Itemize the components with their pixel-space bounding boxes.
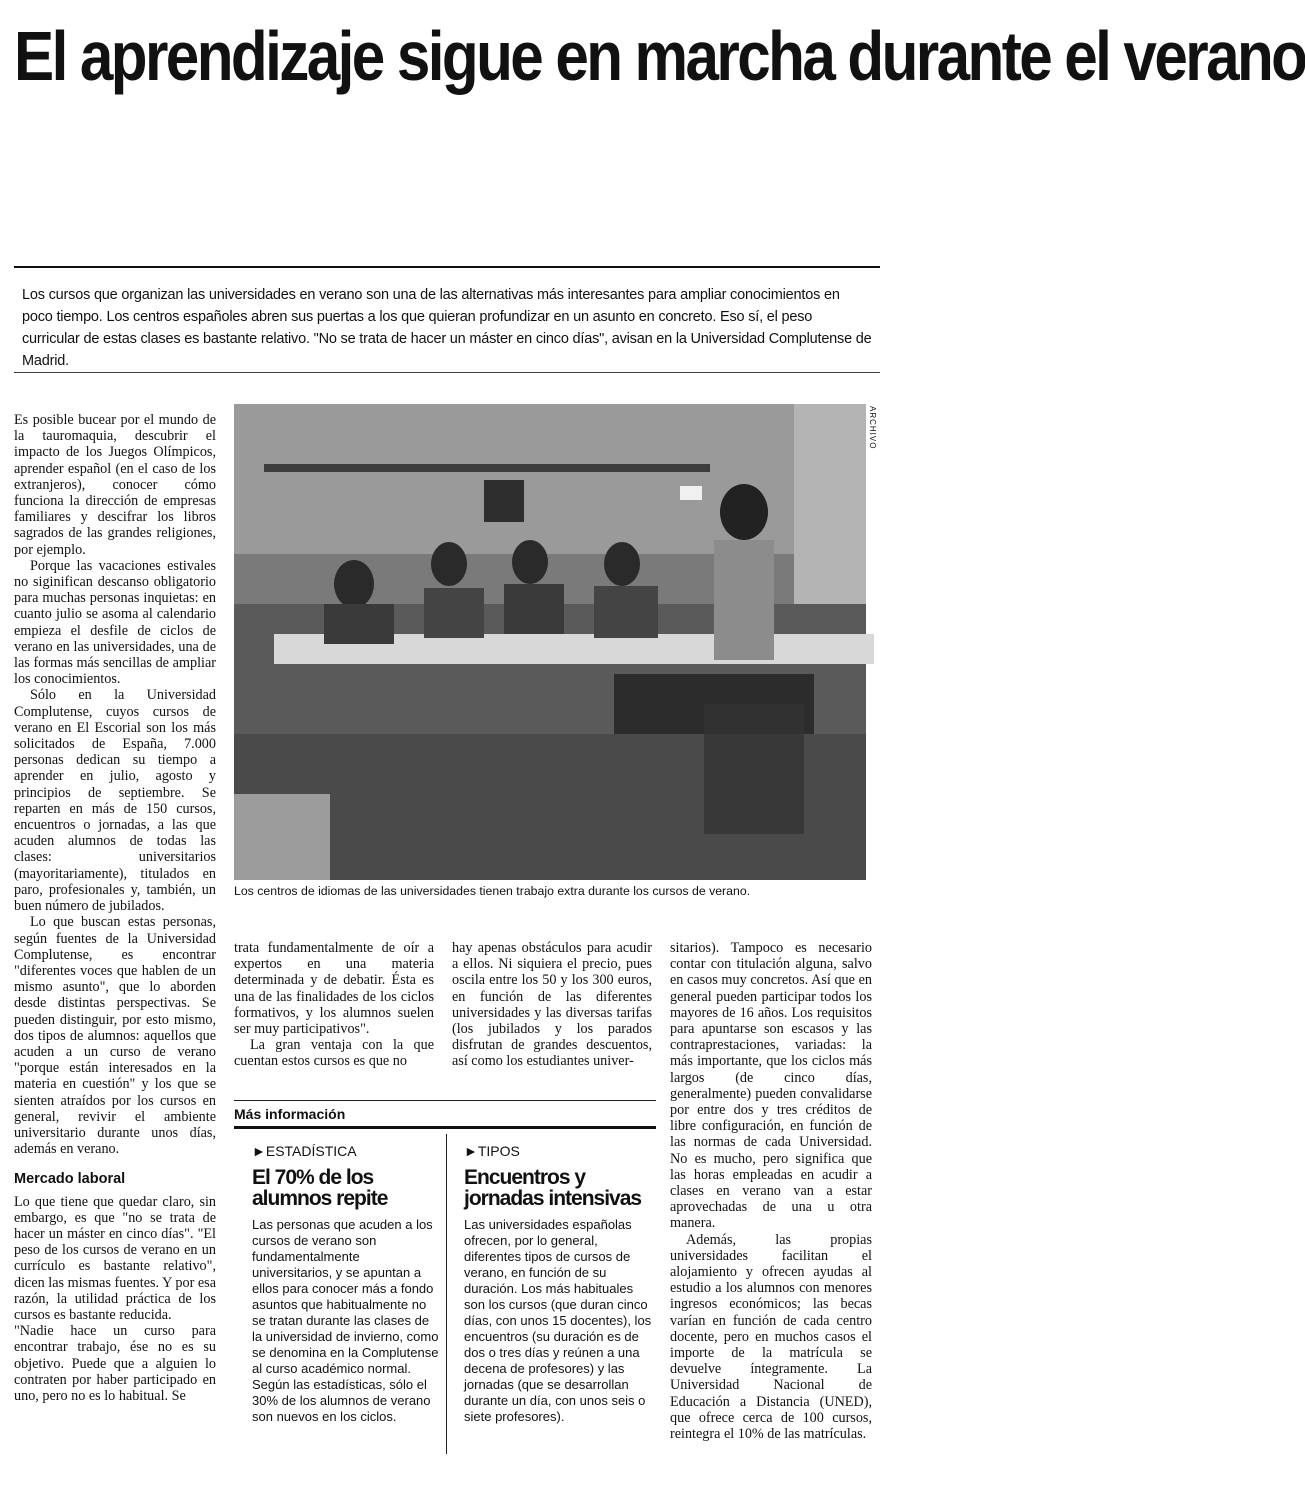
article-column-2 — [234, 940, 434, 1070]
paragraph: sitarios). Tampoco es necesario contar con titulación alguna, salvo en casos muy concretos. Así que en general pueden participar todos los mayores de 16 años. Los requisitos para apuntarse son escasos y las contraprestaciones, variadas: la más importante, que los ciclos más largos (de cinco días, generalmente) pueden convalidarse por entre dos y tres créditos de libre configuración, en función de las normas de cada Universidad. No es mucho, pero significa que las horas empleadas en acudir a clases en verano van a estar aprovechadas de una u otra manera. — [670, 940, 872, 1232]
subheading-mercado-laboral: Mercado laboral — [14, 1171, 126, 1188]
article-column-1 — [14, 412, 216, 1404]
info-box-kicker: ►TIPOS — [464, 1143, 520, 1159]
paragraph: trata fundamentalmente de oír a expertos en una materia determinada y de debatir. Ésta es una de las finalidades de los ciclos formativos, y los alumnos suelen ser muy participativos". — [234, 940, 434, 1038]
paragraph: Es posible bucear por el mundo de la tauromaquia, descubrir el impacto de los Juegos Olímpicos, aprender español (en el caso de los extranjeros), conocer cómo funciona la dirección de empresas familiares y descifrar los libros sagrados de las grandes religiones, por ejemplo. — [14, 412, 216, 558]
info-box-kicker: ►ESTADÍSTICA — [252, 1143, 357, 1159]
paragraph: Lo que buscan estas personas, según fuentes de la Universidad Complutense, es encontrar "diferentes voces que hablen de un mismo asunto", que lo aborden desde distintas perspectivas. Se pueden distinguir, por esto mismo, dos tipos de alumnos: aquellos que acuden a un curso de verano "porque están interesados en la materia en cuestión" y los que se sienten atraídos por los cursos en general, revivir el ambiente universitario durante unos días, además en verano. — [14, 914, 216, 1158]
article-column-3 — [452, 940, 652, 1070]
classroom-photo-image — [234, 404, 866, 880]
info-box-text: Las personas que acuden a los cursos de verano son fundamentalmente universitarios, y se apuntan a ellos para conocer más a fondo asuntos que habitualmente no se tratan durante las clases de la universidad de invierno, como se denomina en la Complutense al curso académico normal. Según las estadísticas, sólo el 30% de los alumnos de verano son nuevos en los ciclos. — [252, 1217, 439, 1424]
photo-caption: Los centros de idiomas de las universidades tienen trabajo extra durante los cursos de verano. — [234, 884, 751, 898]
paragraph: La gran ventaja con la que cuentan estos cursos es que no — [234, 1037, 434, 1070]
more-info-top-rule — [234, 1100, 656, 1101]
more-info-rule — [234, 1126, 656, 1129]
paragraph: "Nadie hace un curso para encontrar trabajo, ése no es su objetivo. Puede que a alguien lo contraten por haber participado en uno, pero no es lo habitual. Se — [14, 1323, 216, 1404]
headline: El aprendizaje sigue en marcha durante el verano — [14, 17, 1305, 95]
photo-credit: ARCHIVO — [868, 406, 877, 450]
classroom-photo — [234, 404, 866, 880]
lead-paragraph: Los cursos que organizan las universidades en verano son una de las alternativas más interesantes para ampliar conocimientos en poco tiempo. Los centros españoles abren sus puertas a los que quieran profundizar en un asunto en concreto. Eso sí, el peso curricular de estas clases es bastante relativo. "No se trata de hacer un máster en cinco días", avisan en la Universidad Complutense de Madrid. — [22, 287, 872, 369]
lead-rule — [14, 372, 880, 373]
article-column-4 — [670, 940, 872, 1442]
more-info-title: Más información — [234, 1106, 346, 1122]
headline-rule — [14, 266, 880, 268]
info-box-title: Encuentros y jornadas intensivas — [464, 1166, 642, 1210]
paragraph: Lo que tiene que quedar claro, sin embargo, es que "no se trata de hacer un máster en cinco días". "El peso de los cursos de verano en un currículo es bastante relativo", dicen las mismas fuentes. Y por esa razón, la utilidad práctica de los cursos es bastante reducida. — [14, 1193, 216, 1323]
paragraph: hay apenas obstáculos para acudir a ellos. Ni siquiera el precio, pues oscila entre los 50 y los 300 euros, en función de las diferentes universidades y las diversas tarifas (los jubilados y los parados disfrutan de grandes descuentos, así como los estudiantes univer- — [452, 940, 652, 1070]
paragraph: Además, las propias universidades facilitan el alojamiento y ofrecen ayudas al estudio a los alumnos con menores ingresos económicos; las becas varían en función de cada centro docente, pero en muchos casos el importe de la matrícula se devuelve íntegramente. La Universidad Nacional de Educación a Distancia (UNED), que ofrece cerca de 100 cursos, reintegra el 10% de las matrículas. — [670, 1231, 872, 1443]
info-box-divider — [446, 1134, 447, 1454]
info-box-text: Las universidades españolas ofrecen, por lo general, diferentes tipos de cursos de verano, en función de su duración. Los más habituales son los cursos (que duran cinco días, con unos 15 docentes), los encuentros (su duración es de dos o tres días y reúnen a una decena de profesores) y las jornadas (que se desarrollan durante un día, con unos seis o siete profesores). — [464, 1217, 652, 1424]
paragraph: Sólo en la Universidad Complutense, cuyos cursos de verano en El Escorial son los más solicitados de España, 7.000 personas dedican su tiempo a aprender en julio, agosto y principios de septiembre. Se reparten en más de 150 cursos, encuentros o jornadas, a las que acuden alumnos de todas las clases: universitarios (mayoritariamente), titulados en paro, profesionales y, también, un buen número de jubilados. — [14, 687, 216, 915]
info-box-tipos — [464, 1143, 654, 1425]
info-box-estadistica — [252, 1143, 442, 1425]
info-box-title: El 70% de los alumnos repite — [252, 1166, 388, 1210]
paragraph: Porque las vacaciones estivales no siginifican descanso obligatorio para muchas personas inquietas: en cuanto julio se asoma al calendario empieza el desfile de ciclos de verano en las universidades, una de las formas más sencillas de ampliar los conocimientos. — [14, 557, 216, 688]
